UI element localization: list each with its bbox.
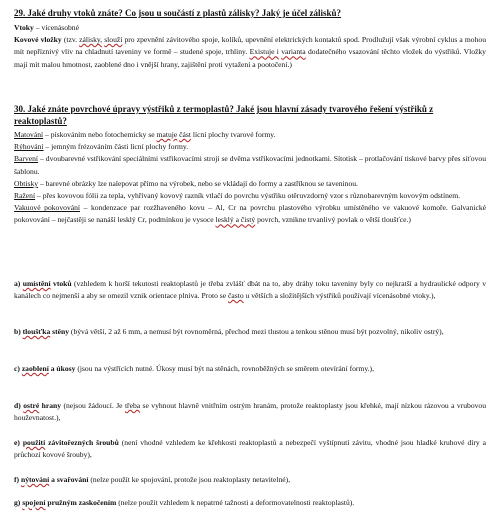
item-g-label: g): [14, 498, 23, 507]
matovani-text-a: – pískováním nebo fotochemicky se: [43, 130, 157, 139]
razeni-paragraph: [14, 190, 486, 202]
spellcheck-word: zálisky,: [79, 35, 103, 45]
item-a-label: a): [14, 279, 23, 288]
term-obtisky: Obtisky: [14, 178, 39, 188]
question-29-answer: [14, 22, 486, 71]
item-g: [14, 497, 486, 509]
question-30-heading: 30. Jaké znáte povrchové úpravy výstřiků z termoplastů? Jaké jsou hlavní zásady tvarového řešení výstřiků z reaktoplastů?: [14, 104, 434, 126]
item-c: [14, 363, 486, 375]
item-c-label: c): [14, 364, 22, 373]
term-matovani: Matování: [14, 130, 44, 139]
item-d-label-rest: hrany: [39, 401, 62, 410]
term-barveni: Barvení: [14, 154, 39, 164]
term-ryhovani: Rýhování: [14, 142, 44, 152]
item-b-label: b): [14, 327, 23, 336]
barveni-paragraph: [14, 153, 486, 177]
term-razeni: Ražení: [14, 191, 36, 201]
item-a: [14, 278, 486, 302]
question-29-heading: 29. Jaké druhy vtoků znáte? Co jsou u součástí z plastů zálisky? Jaký je účel zálisků?: [14, 8, 342, 18]
item-d-text-2: se vyhnout hlavně vnitřním ostrým hranám, protože reaktoplasty jsou křehké, mají nízkou rázovou a vrubovou houževnatost.),: [14, 401, 487, 423]
item-f-text: (nelze použít ke spojování, protože jsou reaktoplasty netavitelné),: [88, 475, 291, 484]
item-b-text: (bývá větší, 2 až 6 mm, a nemusí být rovnoměrná, přechod mezi tlustou a tenkou stěnou musí být pozvolný, nikoliv ostrý),: [69, 327, 444, 336]
razeni-text: – přes kovovou fólii za tepla, vyhřívaný kovový razník vtlačí do povrchu výstřiku otěruvzdorný vzor s různobarevným kovovým odstínem.: [35, 191, 461, 201]
spellcheck-word: třeba: [124, 401, 141, 410]
ryhovani-line: [14, 141, 486, 153]
vakuove-paragraph: [14, 202, 486, 226]
spellcheck-word: zaoblení: [21, 364, 49, 373]
question-30-answer: [14, 129, 486, 227]
vlozky-label: Kovové vložky: [14, 35, 62, 45]
item-b: [14, 326, 486, 338]
vlozky-text-c: pro zpevnění závitového spoje, kolíků, upevnění elektrických kontaktů spod. Prodlužují však výrobní cyklus a mohou mít nepříznivý vliv na chladnutí taveniny ve formě – studené spoje, trhliny.: [14, 35, 486, 57]
spellcheck-word: matuje: [156, 130, 178, 139]
item-a-text: (vzhledem k horší tekutosti reaktoplastů je třeba zvlášť dbát na to, aby dráhy toku taveniny byly co nejkratší a hydraulické odpory v kanálech co nejmenší a aby se omezil vznik orientace plniva. Proto se: [14, 279, 486, 301]
item-b-label-rest: stěny: [50, 327, 70, 336]
spellcheck-word: část: [179, 130, 191, 139]
obtisky-text: – barevné obrázky lze nalepovat přímo na výrobek, nebo se vkládají do formy a zastříknou se taveninou.: [38, 178, 358, 188]
spellcheck-word: ostré: [23, 401, 40, 410]
ryhovani-text: – jemným frézováním části lícní plochy formy.: [43, 142, 189, 152]
spellcheck-word: varianta: [281, 47, 306, 57]
spellcheck-word: Existuje i: [249, 47, 279, 57]
item-c-label-rest: a úkosy: [48, 364, 76, 373]
item-f-label-rest: a svařování: [49, 475, 89, 484]
vlozky-text-a: (tzv.: [61, 35, 80, 45]
vtoky-label: Vtoky: [14, 23, 34, 32]
vakuove-text-a: – kondenzace par rozžhaveného kovu – Al, Cr na povrchu plastového výrobku umístěného ve vakuové komoře. Galvanické pokovování – nejčastěji se nanáší lesklý Cr, podmínkou je vysoce: [14, 203, 486, 225]
item-a-text-2: u větších a složitějších výstřiků používají vícenásobné vtoky.),: [243, 291, 436, 301]
item-e-label-rest: závitořezných šroubů: [45, 438, 119, 447]
item-g-label-rest: pružným zaskočením: [45, 498, 117, 507]
spellcheck-word: nýtování: [20, 475, 50, 484]
vakuove-text-b: povrch, vznikne trvanlivý povlak o větší tloušťce.): [255, 215, 411, 225]
item-d-text: (nejsou žádoucí. Je: [61, 401, 125, 410]
item-f: [14, 474, 486, 486]
item-e: [14, 437, 486, 461]
spellcheck-word: slouží: [104, 35, 123, 45]
term-vakuove-pokovovani: Vakuové pokovování: [14, 203, 81, 213]
vtoky-line: [14, 22, 486, 34]
spellcheck-word: spojení: [22, 498, 46, 507]
item-g-text: (nelze použít vzhledem k nepatrné tažnosti a deformovatelnosti reaktoplastů).: [116, 498, 355, 507]
item-e-label: e): [14, 438, 23, 447]
matovani-line: [14, 129, 486, 141]
item-a-label-rest: vtoků: [50, 279, 72, 288]
barveni-text: – dvoubarevné vstřikování speciálními vstřikovacími stroji se dvěma vstřikovacími jednotkami. Sítotisk – protlačování tiskové barvy přes síťovou šablonu.: [14, 154, 486, 176]
spellcheck-word: použití: [22, 438, 46, 447]
item-f-label: f): [14, 475, 21, 484]
vtoky-text: – vícenásobné: [33, 23, 79, 32]
item-c-text: (jsou na výstřících nutné. Úkosy musí být na stěnách, rovnoběžných se směrem otevírání formy.),: [75, 364, 374, 373]
spellcheck-word: často: [228, 291, 244, 301]
vlozky-text-e: dodatečného vsazování těchto vložek do výstřiků. Vložky mají mít malou hmotnost, zaoblené dno i vnější hrany, zajištění proti vytažení a pootočení.): [14, 47, 486, 69]
vlozky-paragraph: [14, 34, 486, 71]
item-d: [14, 400, 486, 424]
matovani-text-c: lícní plochy tvarové formy.: [190, 130, 276, 139]
item-e-text: (není vhodné vzhledem ke křehkosti reaktoplastů a nebezpečí vyštípnutí závitu, vhodné jsou hladké kruhové díry a průchozí kovové šrouby),: [14, 438, 486, 460]
spellcheck-word: umístění: [22, 279, 51, 288]
obtisky-paragraph: [14, 178, 486, 190]
spellcheck-word: tloušťka: [22, 327, 51, 336]
spellcheck-word: lesklý a čistý: [215, 215, 256, 225]
item-d-label: d): [14, 401, 24, 410]
